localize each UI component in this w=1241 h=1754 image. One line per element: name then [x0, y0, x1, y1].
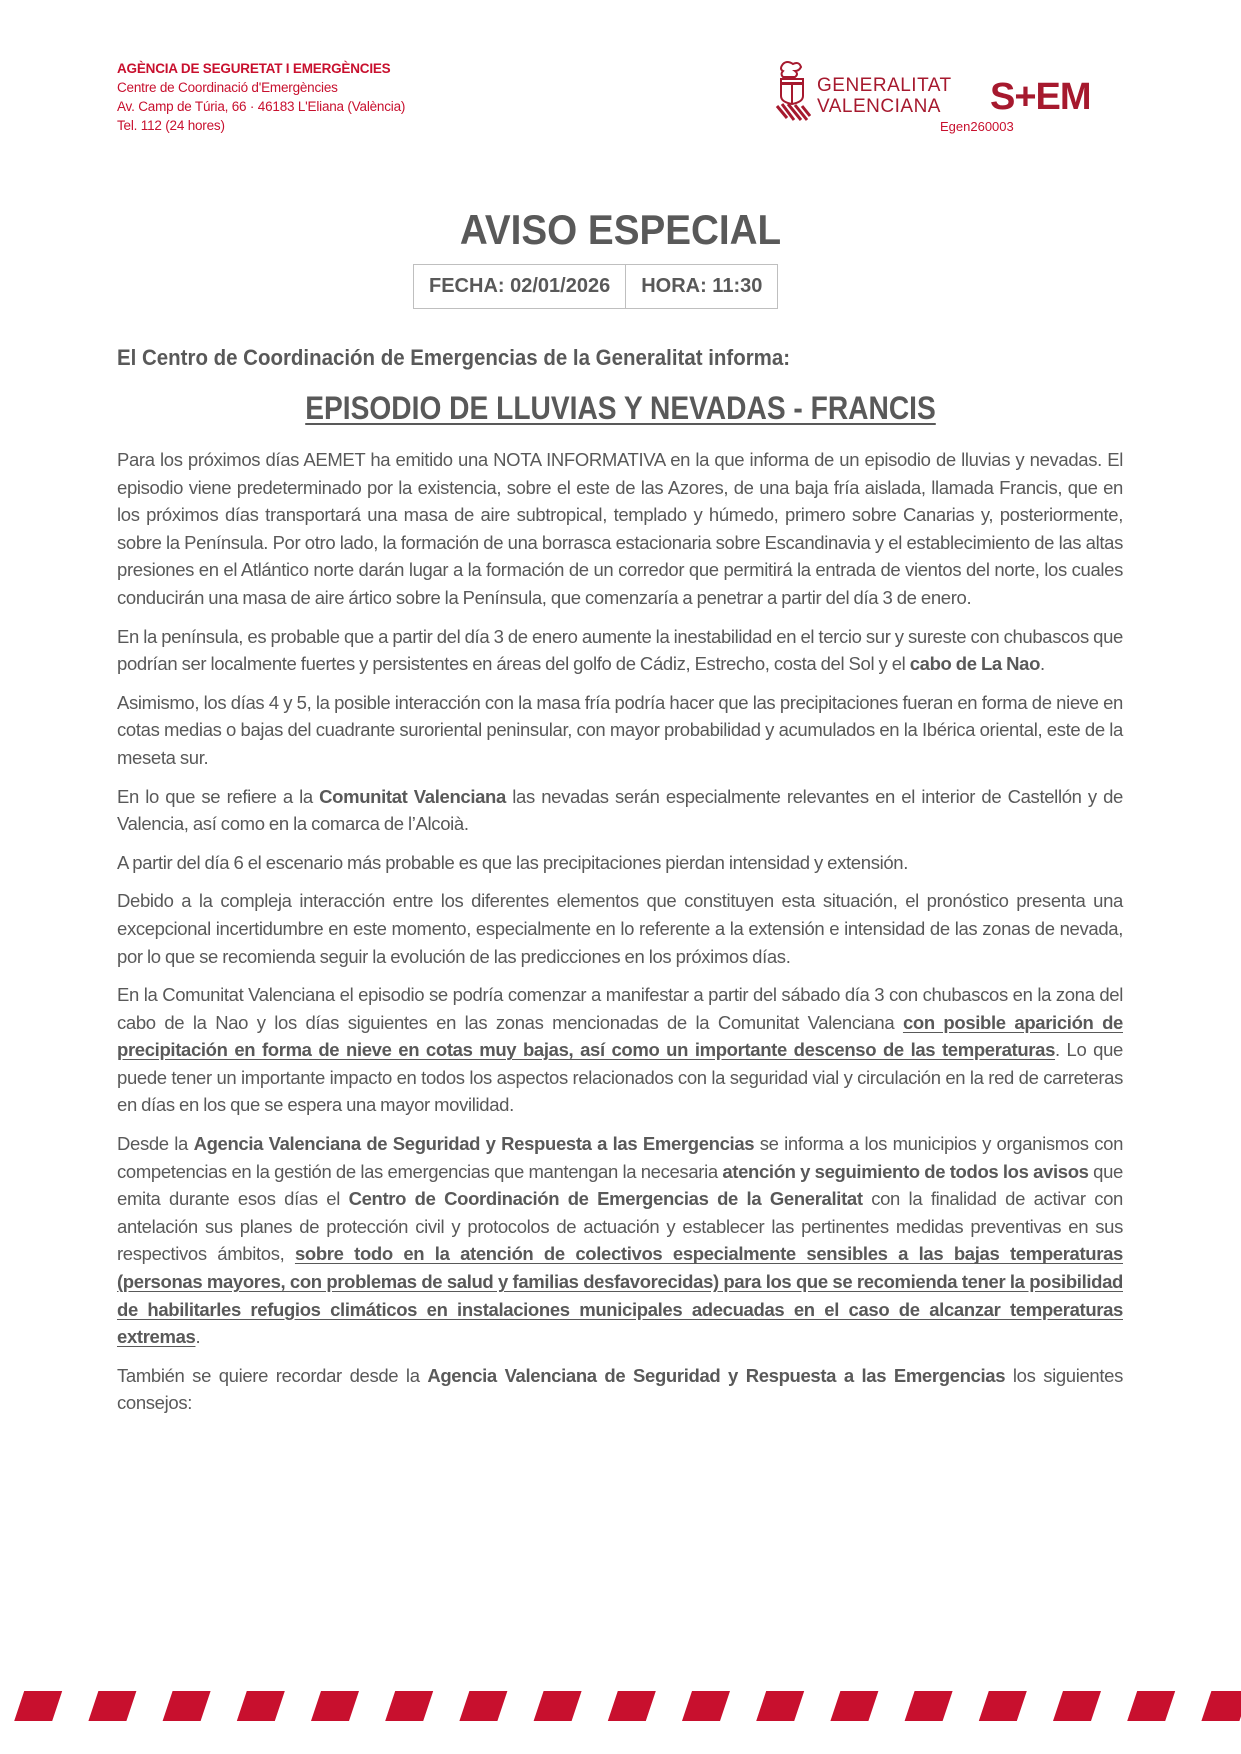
sem-logo: S+EM [990, 76, 1091, 118]
footer-stripe [905, 1691, 953, 1721]
agency-address: Av. Camp de Túria, 66 · 46183 L'Eliana (València) [117, 99, 406, 114]
footer-stripe [14, 1691, 62, 1721]
text-run: Desde la [117, 1133, 194, 1155]
bold-text: Centro de Coordinación de Emergencias de la Generalitat [348, 1188, 863, 1210]
agency-header [117, 59, 405, 135]
document-code: Egen260003 [940, 119, 1014, 134]
text-run: las nevadas serán especialmente relevantes en el interior de Castellón y de Valencia, así como en la comarca de l’Alcoià. [117, 785, 1123, 835]
paragraph-6: Debido a la compleja interacción entre los diferentes elementos que constituyen esta situación, el pronóstico presenta una excepcional incertidumbre en este momento, especialmente en lo referente a la extensión e intensidad de las zonas de nevada, por lo que se recomienda seguir la evolución de las predicciones en los próximos días. [117, 890, 1123, 967]
text-run: se informa a los municipios y organismos con competencias en la gestión de las emergencias que mantengan la necesaria [117, 1133, 1124, 1182]
agency-name: AGÈNCIA DE SEGURETAT I EMERGÈNCIES [117, 61, 391, 76]
text-run: En la Comunitat Valenciana el episodio se podría comenzar a manifestar a partir del sábado día 3 con chubascos en la zona del cabo de la Nao y los días siguientes en las zonas mencionadas de la Comunitat Valenciana [117, 984, 1123, 1033]
intro-heading: El Centro de Coordinación de Emergencias de la Generalitat informa: [117, 345, 791, 370]
bold-text: cabo de La Nao [909, 653, 1041, 675]
bold-underlined-text: con posible aparición de precipitación en forma de nieve en cotas muy bajas, así como un importante descenso de las temperaturas [117, 1011, 1123, 1061]
paragraph-3: Asimismo, los días 4 y 5, la posible interacción con la masa fría podría hacer que las precipitaciones fueran en forma de nieve en cotas medias o bajas del cuadrante suroriental peninsular, con mayor probabilidad y acumulados en la Ibérica oriental, este de la meseta sur. [117, 691, 1123, 768]
footer-stripe [311, 1691, 359, 1721]
footer-stripe [237, 1691, 285, 1721]
date-time-box [413, 264, 778, 309]
footer-stripe [385, 1691, 433, 1721]
paragraph-4 [117, 783, 1123, 838]
text-run: con la finalidad de activar con antelación sus planes de protección civil y protocolos de actuación y establecer las pertinentes medidas preventivas en sus respectivos ámbitos, [117, 1188, 1123, 1265]
text-run: . [195, 1326, 201, 1348]
footer-stripe [88, 1691, 136, 1721]
footer-stripe [682, 1691, 730, 1721]
paragraph-7 [117, 981, 1123, 1119]
footer-stripe-band [0, 1690, 1241, 1722]
logo-line-1: GENERALITAT [817, 75, 952, 96]
bold-text: Agencia Valenciana de Seguridad y Respuesta a las Emergencias [427, 1364, 1006, 1386]
coat-of-arms-icon [775, 60, 811, 122]
footer-stripe [979, 1691, 1027, 1721]
bold-underlined-text: sobre todo en la atención de colectivos especialmente sensibles a las bajas temperaturas (personas mayores, con problemas de salud y familias desfavorecidas) para los que se recomienda tener la posibilidad de habilitarles refugios climáticos en instalaciones municipales adecuadas en el caso de alcanzar temperaturas extremas [117, 1243, 1123, 1348]
agency-phone: Tel. 112 (24 hores) [117, 118, 225, 133]
text-run: . [1040, 653, 1045, 675]
paragraph-1: Para los próximos días AEMET ha emitido una NOTA INFORMATIVA en la que informa de un episodio de lluvias y nevadas. El episodio viene predeterminado por la existencia, sobre el este de las Azores, de una baja fría aislada, llamada Francis, que en los próximos días transportará una masa de aire subtropical, templado y húmedo, primero sobre Canarias y, posteriormente, sobre la Península. Por otro lado, la formación de una borrasca estacionaria sobre Escandinavia y el establecimiento de las altas presiones en el Atlántico norte darán lugar a la formación de un corredor que permitirá la entrada de vientos del norte, los cuales conducirán una masa de aire ártico sobre la Península, que comenzaría a penetrar a partir del día 3 de enero. [117, 449, 1123, 608]
page-title: AVISO ESPECIAL [459, 206, 782, 253]
footer-stripe [756, 1691, 804, 1721]
episode-title: EPISODIO DE LLUVIAS Y NEVADAS - FRANCIS [305, 390, 936, 426]
footer-stripe [1053, 1691, 1101, 1721]
text-run: . Lo que puede tener un importante impacto en todos los aspectos relacionados con la seguridad vial y circulación en la red de carreteras en días en los que se espera una mayor movilidad. [117, 1039, 1123, 1116]
agency-center: Centre de Coordinació d'Emergències [117, 80, 338, 95]
paragraph-2 [117, 623, 1123, 678]
footer-stripe [608, 1691, 656, 1721]
footer-stripe [830, 1691, 878, 1721]
footer-stripe [1201, 1691, 1241, 1721]
time-cell: HORA: 11:30 [625, 265, 777, 308]
paragraph-9 [117, 1362, 1123, 1417]
footer-stripe [459, 1691, 507, 1721]
footer-stripe [163, 1691, 211, 1721]
document-body [117, 446, 1123, 1428]
bold-text: Agencia Valenciana de Seguridad y Respuesta a las Emergencias [193, 1133, 755, 1155]
text-run: En la península, es probable que a partir del día 3 de enero aumente la inestabilidad en el tercio sur y sureste con chubascos que podrían ser localmente fuertes y persistentes en áreas del golfo de Cádiz, Estrecho, costa del Sol y el [117, 625, 1123, 675]
text-run: que emita durante esos días el [117, 1160, 1123, 1210]
logo-line-2: VALENCIANA [817, 96, 941, 117]
bold-text: atención y seguimiento de todos los avisos [722, 1160, 1089, 1182]
text-run: los siguientes consejos: [117, 1364, 1123, 1414]
paragraph-8 [117, 1130, 1123, 1351]
footer-stripe [534, 1691, 582, 1721]
date-cell: FECHA: 02/01/2026 [429, 275, 611, 297]
generalitat-wordmark [817, 75, 952, 117]
bold-text: Comunitat Valenciana [319, 785, 506, 807]
text-run: También se quiere recordar desde la [117, 1364, 428, 1386]
footer-stripe [1127, 1691, 1175, 1721]
paragraph-5: A partir del día 6 el escenario más probable es que las precipitaciones pierdan intensidad y extensión. [117, 851, 909, 873]
text-run: En lo que se refiere a la [117, 785, 320, 807]
generalitat-logo [775, 60, 950, 120]
